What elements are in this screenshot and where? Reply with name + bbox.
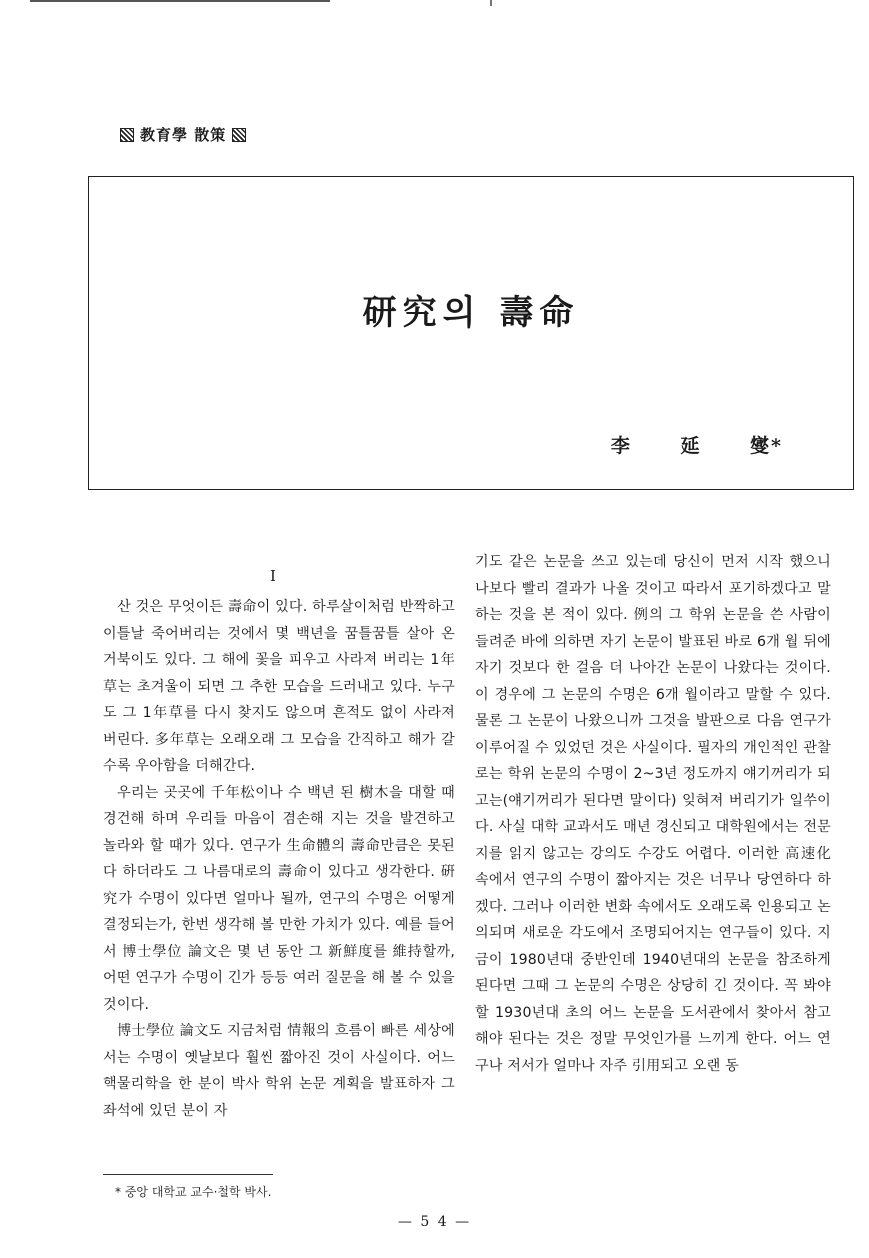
footnote-rule (103, 1174, 273, 1175)
paragraph: 우리는 곳곳에 千年松이나 수 백년 된 樹木을 대할 때 경건해 하며 우리들 마음이 겸손해 지는 것을 발견하고 놀라와 할 때가 있다. 연구가 生命體의 壽命만큼은 못된다 하더라도 그 나름대로의 壽命이 있다고 생각한다. 硏究가 수명이 있다면 얼마나 될까, 연구의 수명은 어떻게 결정되는가, 한번 생각해 볼 만한 가치가 있다. 예를 들어서 博士學位 論文은 몇 년 동안 그 新鮮度를 維持할까, 어떤 연구가 수명이 긴가 등등 여러 질문을 해 볼 수 있을 것이다. (103, 784, 455, 1013)
hatch-box-icon (232, 128, 246, 142)
series-label: 教育學 散策 (140, 126, 227, 144)
paragraph: 기도 같은 논문을 쓰고 있는데 당신이 먼저 시작 했으니 나보다 빨리 결과가 나올 것이고 따라서 포기하겠다고 말하는 것을 본 적이 있다. 例의 그 학위 논문을 쓴 사람이 들려준 바에 의하면 자기 논문이 발표된 바로 6개 월 뒤에 자기 것보다 한 걸음 더 나아간 논문이 나왔다는 것이다. 이 경우에 그 논문의 수명은 6개 월이라고 말할 수 있다. 물론 그 논문이 나왔으니까 그것을 발판으로 다음 연구가 이루어질 수 있었던 것은 사실이다. 필자의 개인적인 관찰로는 학위 논문의 수명이 2~3년 정도까지 얘기꺼리가 되고는(얘기꺼리가 된다면 말이다) 잊혀져 버리기가 일쑤이다. 사실 대학 교과서도 매년 경신되고 대학원에서는 전문지를 읽지 않고는 강의도 수강도 어렵다. 이러한 高速化 속에서 연구의 수명이 짧아지는 것은 너무나 당연하다 하겠다. 그러나 이러한 변화 속에서도 오래도록 인용되고 논의되며 새로운 각도에서 조명되어지는 연구들이 있다. 지금이 1980년대 중반인데 1940년대의 논문을 참조하게 된다면 그때 그 논문의 수명은 상당히 긴 것이다. 꼭 봐야 할 1930년대 초의 어느 논문을 도서관에서 찾아서 참고해야 된다는 것은 정말 무엇인가를 느끼게 한다. 어느 연구나 저서가 얼마나 자주 引用되고 오랜 동 (475, 554, 831, 1074)
footnote: * 중앙 대학교 교수·철학 박사. (115, 1185, 272, 1199)
right-column (475, 549, 831, 1079)
left-column (103, 594, 455, 1124)
article-author: 李 延 燮* (610, 435, 783, 457)
top-rule (30, 0, 330, 2)
paragraph: 博士學位 論文도 지금처럼 情報의 흐름이 빠른 세상에서는 수명이 옛날보다 훨씬 짧아진 것이 사실이다. 어느 핵물리학을 한 분이 박사 학위 논문 계획을 발표하자 그 좌석에 있던 분이 자 (103, 1023, 455, 1119)
article-title: 研究의 壽命 (362, 293, 580, 333)
top-tick-mark (490, 0, 492, 6)
series-heading (120, 124, 246, 145)
title-box (88, 176, 854, 490)
paragraph: 산 것은 무엇이든 壽命이 있다. 하루살이처럼 반짝하고 이틀날 죽어버리는 것에서 몇 백년을 꿈틀꿈틀 살아 온 거북이도 있다. 그 해에 꽃을 피우고 사라져 버리는 1年草는 초겨울이 되면 그 추한 모습을 드러내고 있다. 누구도 그 1年草를 다시 찾지도 않으며 흔적도 없이 사라져 버린다. 多年草는 오래오래 그 모습을 간직하고 해가 갈수록 우아함을 더해간다. (103, 599, 455, 774)
hatch-box-icon (120, 128, 134, 142)
section-number: I (270, 567, 276, 585)
page-number: — 5 4 — (397, 1214, 472, 1230)
